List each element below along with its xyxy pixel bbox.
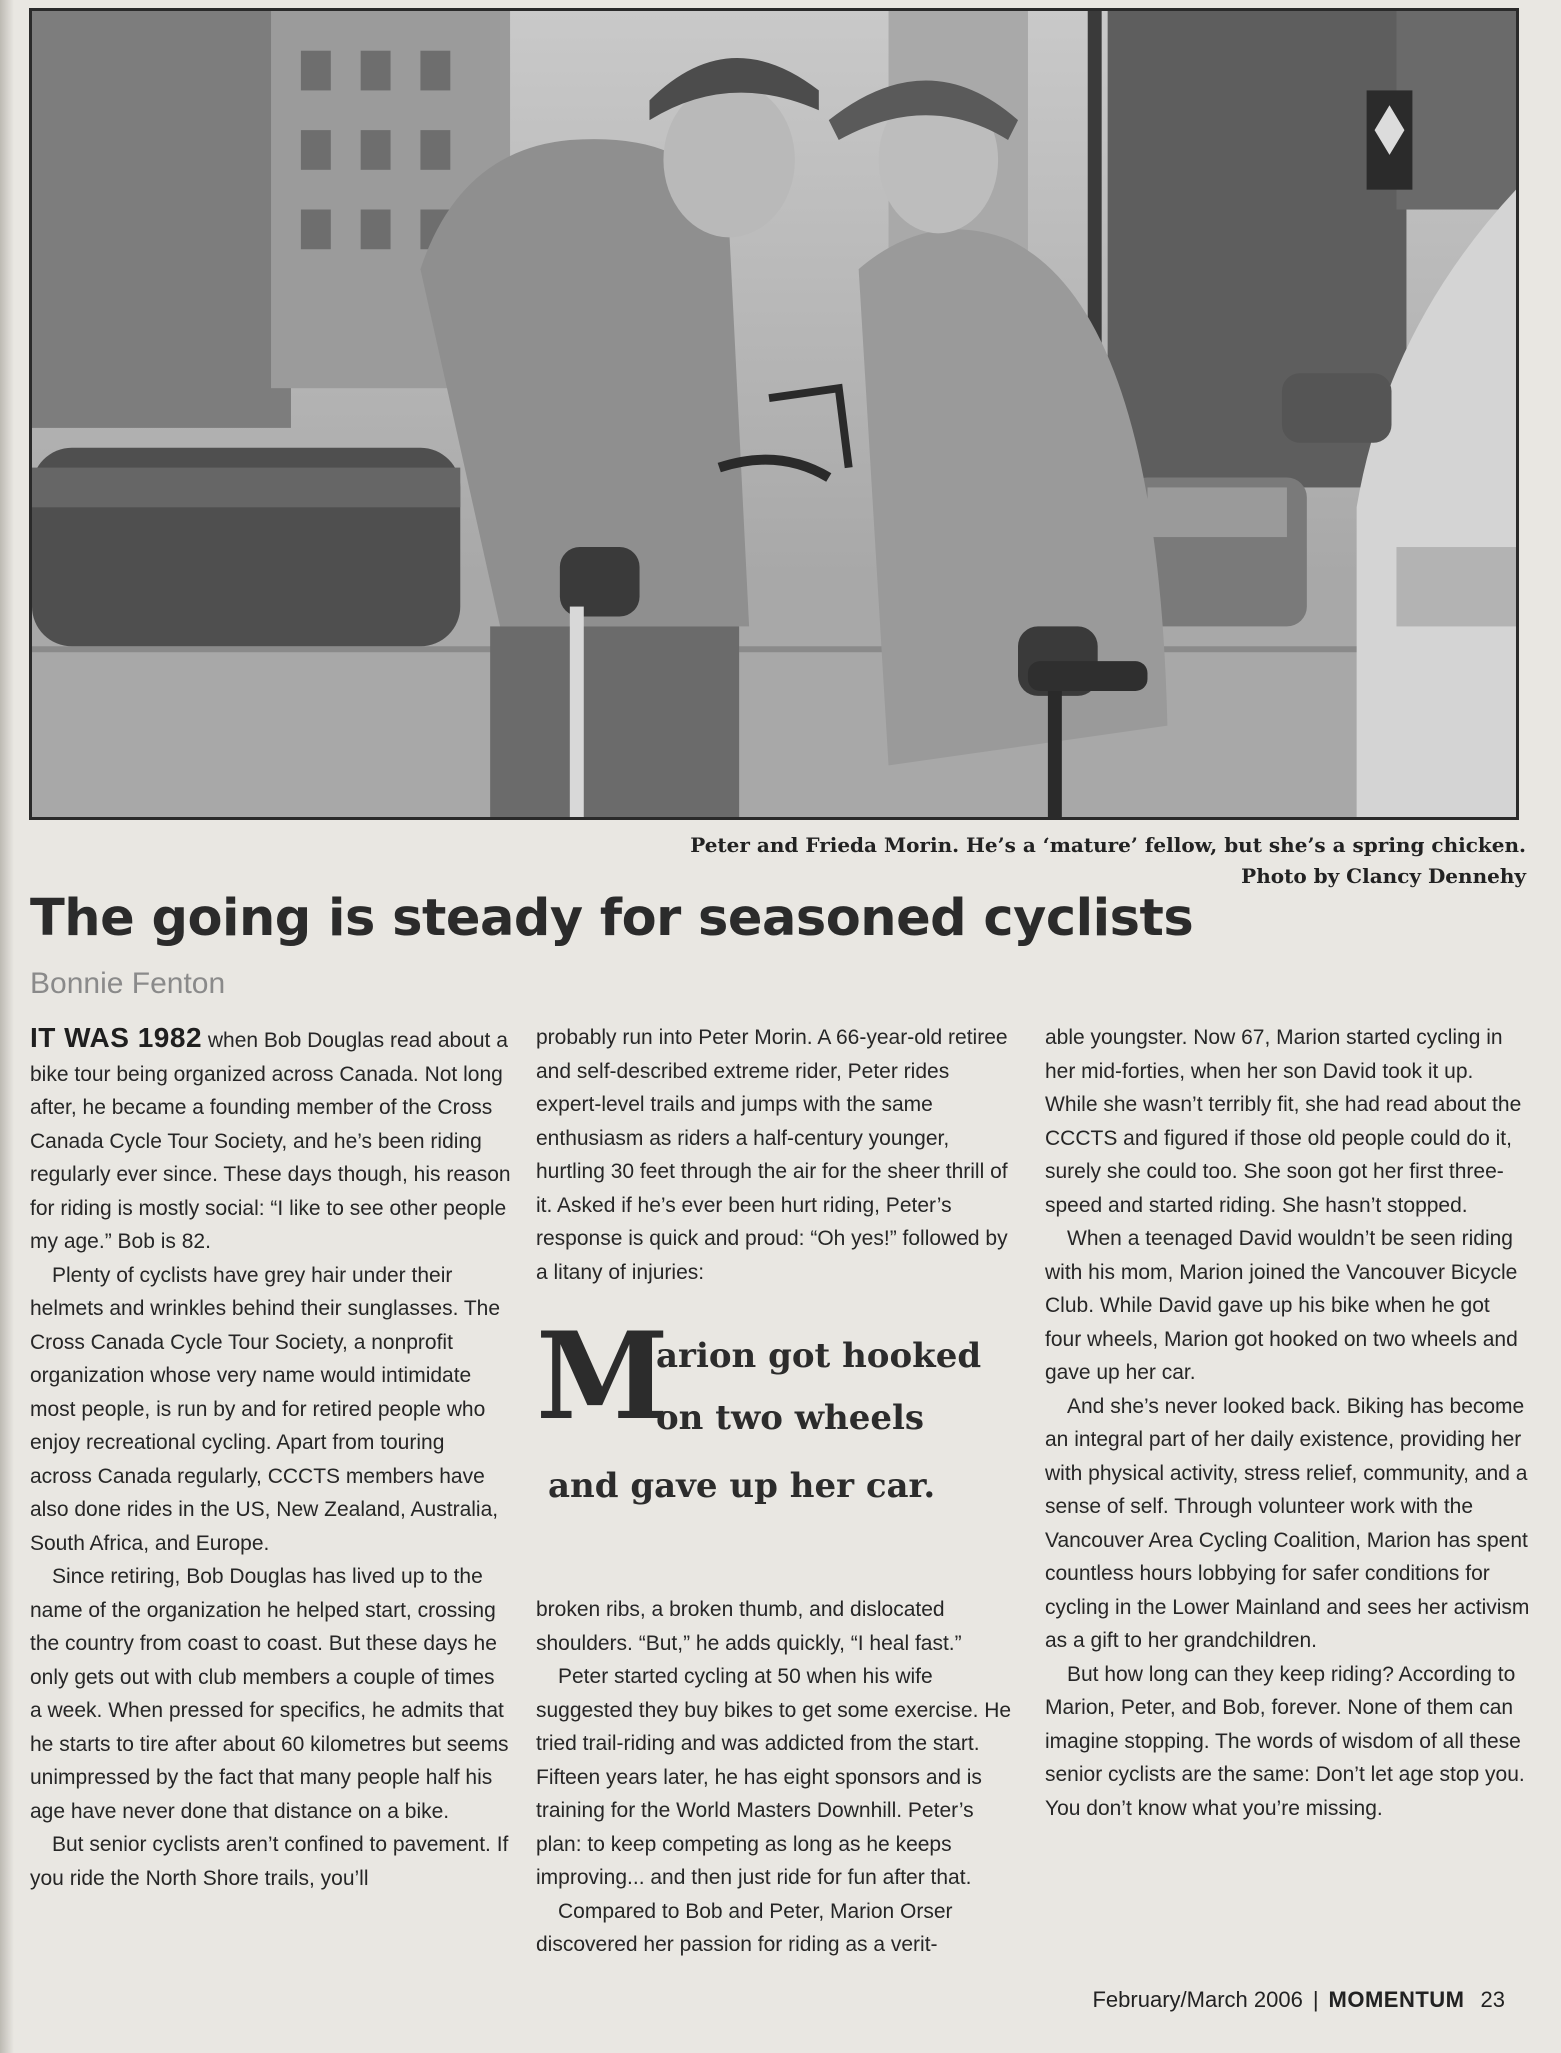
paragraph: Peter started cycling at 50 when his wife suggested they buy bikes to get some exercise. He tried trail-riding and was addicted from the start. Fifteen years later, he has eight sponsors and is training for the World Masters Downhill. Peter’s plan: to keep competing as long as he keeps improving... and then just ride for fun after that. (536, 1665, 1012, 1889)
article-column-2 (536, 1021, 1018, 1962)
paragraph: able youngster. Now 67, Marion started cycling in her mid-forties, when her son David took it up. While she wasn’t terribly fit, she had read about the CCCTS and figured if those old people could do it, surely she could too. She soon got her first three-speed and started riding. She hasn’t stopped. (1045, 1026, 1522, 1217)
paragraph (30, 1021, 512, 1259)
article-headline: The going is steady for seasoned cyclists (30, 889, 1194, 948)
article-column-3 (1045, 1021, 1531, 1825)
page-number: 23 (1480, 1987, 1505, 2012)
paragraph: broken ribs, a broken thumb, and dislocated shoulders. “But,” he adds quickly, “I heal fast.” (536, 1598, 962, 1655)
lead-in-caps: IT WAS 1982 (30, 1022, 203, 1053)
page-footer (1092, 1985, 1505, 2015)
article-column-1 (30, 1021, 512, 1895)
paragraph: But how long can they keep riding? According to Marion, Peter, and Bob, forever. None of them can imagine stopping. The words of wisdom of all these senior cyclists are the same: Don’t let age stop you. You don’t know what you’re missing. (1045, 1662, 1525, 1820)
page-edge-shadow (0, 0, 14, 2053)
photo-caption (426, 830, 1526, 892)
pull-quote-line: on two wheels (656, 1398, 925, 1438)
footer-separator: | (1312, 1987, 1319, 2012)
paragraph: probably run into Peter Morin. A 66-year-old retiree and self-described extreme rider, Peter rides expert-level trails and jumps with the same enthusiasm as riders a half-century younger, hurtling 30 feet through the air for the sheer thrill of it. Asked if he’s ever been hurt riding, Peter’s response is quick and proud: “Oh yes!” followed by a litany of injuries: (536, 1026, 1008, 1284)
issue-date: February/March 2006 (1092, 1987, 1303, 2012)
pull-quote-drop-cap: M (536, 1306, 669, 1447)
caption-text: Peter and Frieda Morin. He’s a ‘mature’ fellow, but she’s a spring chicken. (690, 833, 1526, 857)
paragraph: But senior cyclists aren’t confined to pavement. If you ride the North Shore trails, you’ll (30, 1833, 509, 1890)
pull-quote-line: arion got hooked (656, 1336, 982, 1376)
pull-quote (536, 1306, 1018, 1563)
lead-text: when Bob Douglas read about a bike tour being organized across Canada. Not long after, he became a founding member of the Cross Canada Cycle Tour Society, and he’s been riding regularly ever since. These days though, his reason for riding is mostly social: “I like to see other people my age.” Bob is 82. (30, 1029, 511, 1253)
pull-quote-line: and gave up her car. (548, 1466, 936, 1506)
photo-credit: Photo by Clancy Dennehy (1241, 864, 1526, 888)
article-byline: Bonnie Fenton (30, 967, 226, 1000)
paragraph: And she’s never looked back. Biking has become an integral part of her daily existence, providing her with physical activity, stress relief, community, and a sense of self. Through volunteer work with the Vancouver Area Cycling Coalition, Marion has spent countless hours lobbying for safer conditions for cycling in the Lower Mainland and sees her activism as a gift to her grandchildren. (1045, 1394, 1530, 1652)
photo-illustration (32, 11, 1516, 817)
cyclists-photo (29, 8, 1519, 820)
paragraph: When a teenaged David wouldn’t be seen riding with his mom, Marion joined the Vancouver Bicycle Club. While David gave up his bike when he got four wheels, Marion got hooked on two wheels and gave up her car. (1045, 1227, 1518, 1384)
paragraph: Compared to Bob and Peter, Marion Orser discovered her passion for riding as a verit- (536, 1899, 953, 1956)
magazine-name: MOMENTUM (1328, 1987, 1465, 2012)
paragraph: Since retiring, Bob Douglas has lived up to the name of the organization he helped start, crossing the country from coast to coast. But these days he only gets out with club members a couple of times a week. When pressed for specifics, he admits that he starts to tire after about 60 kilometres but seems unimpressed by the fact that many people half his age have never done that distance on a bike. (30, 1565, 509, 1823)
paragraph: Plenty of cyclists have grey hair under their helmets and wrinkles behind their sunglasses. The Cross Canada Cycle Tour Society, a nonprofit organization whose very name would intimidate most people, is run by and for retired people who enjoy recreational cycling. Apart from touring across Canada regularly, CCCTS members have also done rides in the US, New Zealand, Australia, South Africa, and Europe. (30, 1263, 501, 1555)
